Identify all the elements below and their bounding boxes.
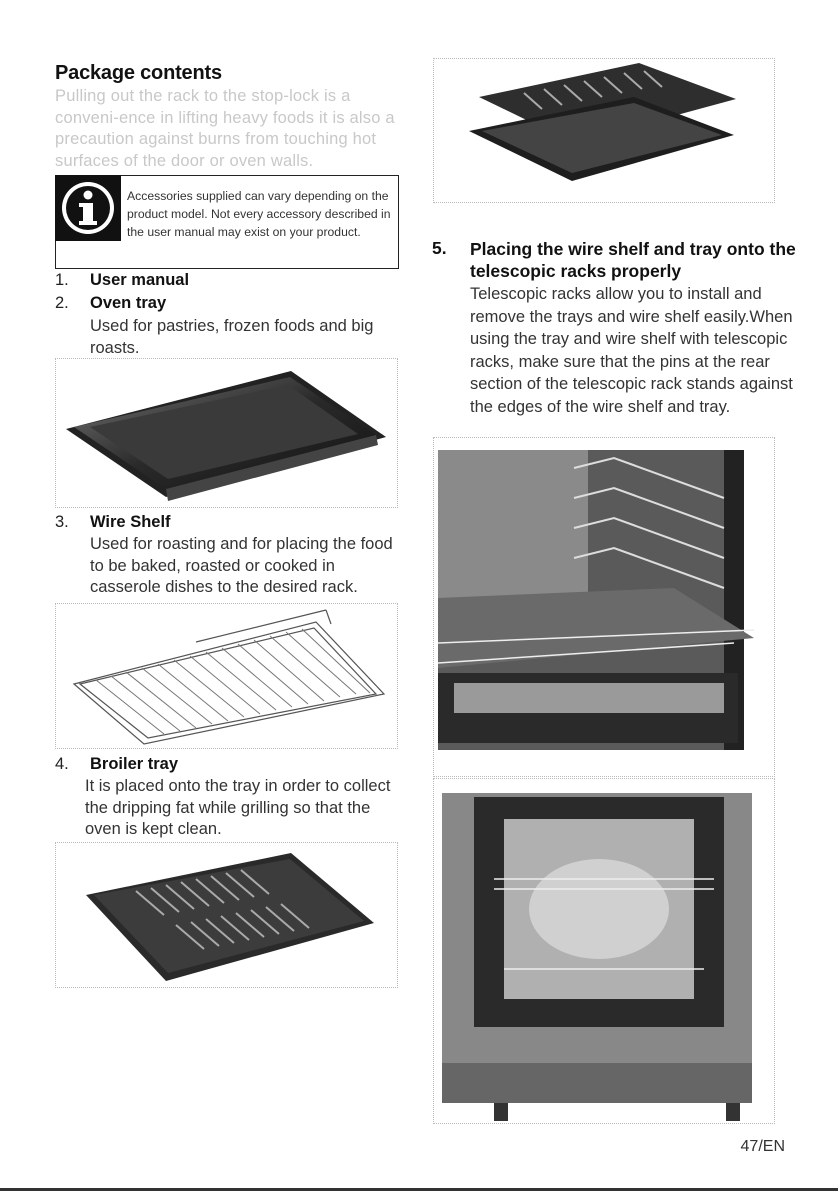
section-title: Package contents <box>55 62 222 84</box>
oven-interior-rack-illustration <box>434 438 776 778</box>
info-note-text: Accessories supplied can vary depending on the product model. Not every accessory described in the user manual may exist on your product. <box>127 189 391 239</box>
faded-paragraph: Pulling out the rack to the stop-lock is a conveni-ence in lifting heavy foods it is also a precaution against burns from touching hot surfaces of the door or oven walls. <box>55 87 395 170</box>
item-heading: Broiler tray <box>90 755 179 773</box>
item-description: Telescopic racks allow you to install and remove the trays and wire shelf easily.When using the tray and wire shelf with telescopic racks, make sure that the pins at the rear section of the telescopic rack stands against the edges of the wire shelf and tray. <box>470 285 793 416</box>
item-description: It is placed onto the tray in order to collect the dripping fat while grilling so that the oven is kept clean. <box>85 777 391 838</box>
list-item <box>55 270 415 292</box>
broiler-tray-illustration <box>56 843 399 989</box>
oven-tray-illustration <box>56 359 399 509</box>
tray-and-broiler-image <box>433 58 775 203</box>
item-heading: Oven tray <box>90 294 167 312</box>
wire-shelf-illustration <box>56 604 399 750</box>
broiler-tray-image <box>55 842 398 988</box>
item-description: Used for pastries, frozen foods and big roasts. <box>90 317 374 357</box>
list-item <box>55 293 415 315</box>
wire-shelf-image <box>55 603 398 749</box>
info-note-box <box>55 175 399 269</box>
oven-front-illustration <box>434 779 776 1125</box>
page-number: 47/EN <box>740 1138 785 1155</box>
item-number: 3. <box>55 513 69 531</box>
item-heading: Placing the wire shelf and tray onto the telescopic racks properly <box>470 239 796 281</box>
telescopic-rack-photo <box>433 437 775 777</box>
item-heading: User manual <box>90 271 190 289</box>
item-number: 1. <box>55 271 69 289</box>
item-number: 4. <box>55 755 69 773</box>
stacked-trays-illustration <box>434 59 776 204</box>
list-item <box>55 754 415 776</box>
item-number: 5. <box>432 238 447 258</box>
info-icon <box>55 175 121 241</box>
oven-tray-image <box>55 358 398 508</box>
item-number: 2. <box>55 294 69 312</box>
item-heading: Wire Shelf <box>90 513 171 531</box>
item-description: Used for roasting and for placing the food to be baked, roasted or cooked in casserole dishes to the desired rack. <box>90 535 393 596</box>
list-item <box>55 512 415 534</box>
oven-front-photo <box>433 778 775 1124</box>
